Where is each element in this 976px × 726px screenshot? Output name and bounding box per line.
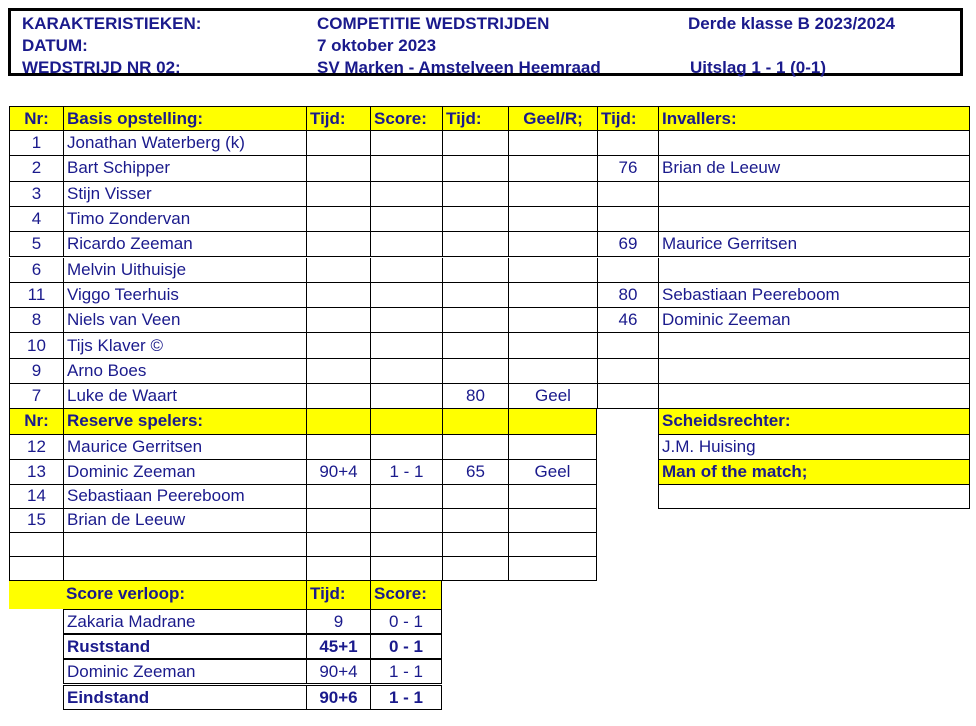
lineup-sub: Maurice Gerritsen xyxy=(658,232,970,257)
score-event-score: 1 - 1 xyxy=(370,685,442,710)
reserves-header-blank xyxy=(306,409,370,434)
reserve-tijd1: 90+4 xyxy=(306,460,370,485)
lineup-name: Luke de Waart xyxy=(63,384,306,409)
lineup-score xyxy=(370,308,442,333)
lineup-score xyxy=(370,283,442,308)
reserve-name: Dominic Zeeman xyxy=(63,460,306,485)
reserve-geel xyxy=(508,533,597,557)
lineup-tijd2 xyxy=(442,156,508,181)
lineup-score xyxy=(370,359,442,384)
reserve-tijd1 xyxy=(306,435,370,460)
lineup-tijd3 xyxy=(597,333,658,358)
reserve-nr: 15 xyxy=(9,509,63,533)
score-event-score: 1 - 1 xyxy=(370,659,442,684)
lineup-name: Jonathan Waterberg (k) xyxy=(63,131,306,156)
reserve-tijd1 xyxy=(306,509,370,533)
lineup-geel xyxy=(508,359,597,384)
lineup-name: Melvin Uithuisje xyxy=(63,258,306,283)
lineup-sub xyxy=(658,359,970,384)
lineup-geel xyxy=(508,308,597,333)
lineup-name: Tijs Klaver © xyxy=(63,333,306,358)
lineup-tijd1 xyxy=(306,359,370,384)
reserve-tijd2: 65 xyxy=(442,460,508,485)
lineup-sub xyxy=(658,182,970,207)
competition-type: COMPETITIE WEDSTRIJDEN xyxy=(317,14,550,33)
reserves-header-nr: Nr: xyxy=(9,409,63,434)
lineup-name: Bart Schipper xyxy=(63,156,306,181)
lineup-tijd1 xyxy=(306,207,370,232)
lineup-score xyxy=(370,182,442,207)
lineup-tijd3 xyxy=(597,207,658,232)
column-header-invallers: Invallers: xyxy=(658,106,970,131)
lineup-tijd1 xyxy=(306,384,370,409)
column-header-nr: Nr: xyxy=(9,106,63,131)
label-wedstrijd-nr: WEDSTRIJD NR 02: xyxy=(22,58,181,77)
column-header-score: Score: xyxy=(370,106,442,131)
lineup-score xyxy=(370,156,442,181)
reserves-header-blank xyxy=(442,409,508,434)
reserve-score: 1 - 1 xyxy=(370,460,442,485)
reserve-tijd2 xyxy=(442,533,508,557)
lineup-tijd1 xyxy=(306,258,370,283)
reserve-tijd1 xyxy=(306,557,370,581)
lineup-geel: Geel xyxy=(508,384,597,409)
score-event-tijd: 90+4 xyxy=(306,659,370,684)
lineup-sub xyxy=(658,207,970,232)
reserve-name: Maurice Gerritsen xyxy=(63,435,306,460)
reserve-tijd2 xyxy=(442,557,508,581)
reserve-nr: 13 xyxy=(9,460,63,485)
lineup-nr: 4 xyxy=(9,207,63,232)
lineup-tijd2 xyxy=(442,359,508,384)
reserve-score xyxy=(370,557,442,581)
lineup-sub: Dominic Zeeman xyxy=(658,308,970,333)
reserve-score xyxy=(370,509,442,533)
reserve-geel xyxy=(508,509,597,533)
lineup-nr: 11 xyxy=(9,283,63,308)
reserve-score xyxy=(370,533,442,557)
lineup-tijd3: 76 xyxy=(597,156,658,181)
lineup-geel xyxy=(508,232,597,257)
lineup-score xyxy=(370,333,442,358)
reserve-nr: 14 xyxy=(9,485,63,509)
reserves-header-blank xyxy=(508,409,597,434)
man-of-the-match-label: Man of the match; xyxy=(658,460,970,485)
lineup-tijd3: 80 xyxy=(597,283,658,308)
reserve-nr: 12 xyxy=(9,435,63,460)
lineup-tijd1 xyxy=(306,308,370,333)
reserve-tijd1 xyxy=(306,485,370,509)
referee-label: Scheidsrechter: xyxy=(658,409,970,434)
reserve-score xyxy=(370,485,442,509)
lineup-nr: 5 xyxy=(9,232,63,257)
lineup-nr: 9 xyxy=(9,359,63,384)
lineup-tijd2 xyxy=(442,333,508,358)
reserve-name: Brian de Leeuw xyxy=(63,509,306,533)
score-progress-tijd-label: Tijd: xyxy=(306,581,370,609)
score-event-name: Dominic Zeeman xyxy=(63,659,306,684)
reserve-geel xyxy=(508,485,597,509)
lineup-score xyxy=(370,207,442,232)
score-event-score: 0 - 1 xyxy=(370,609,442,634)
reserve-name xyxy=(63,557,306,581)
lineup-tijd1 xyxy=(306,131,370,156)
lineup-geel xyxy=(508,283,597,308)
lineup-geel xyxy=(508,333,597,358)
match-result: Uitslag 1 - 1 (0-1) xyxy=(690,58,827,77)
lineup-sub xyxy=(658,131,970,156)
lineup-tijd1 xyxy=(306,232,370,257)
reserve-score xyxy=(370,435,442,460)
score-event-tijd: 90+6 xyxy=(306,685,370,710)
lineup-tijd2: 80 xyxy=(442,384,508,409)
lineup-sub xyxy=(658,333,970,358)
lineup-nr: 7 xyxy=(9,384,63,409)
reserve-name xyxy=(63,533,306,557)
lineup-tijd2 xyxy=(442,232,508,257)
lineup-nr: 6 xyxy=(9,258,63,283)
lineup-tijd2 xyxy=(442,182,508,207)
lineup-score xyxy=(370,384,442,409)
reserve-geel xyxy=(508,557,597,581)
lineup-nr: 10 xyxy=(9,333,63,358)
lineup-geel xyxy=(508,258,597,283)
lineup-score xyxy=(370,232,442,257)
label-datum: DATUM: xyxy=(22,36,88,55)
lineup-tijd3 xyxy=(597,258,658,283)
reserve-nr xyxy=(9,557,63,581)
lineup-score xyxy=(370,131,442,156)
column-header-tijd2: Tijd: xyxy=(442,106,508,131)
reserves-header-label: Reserve spelers: xyxy=(63,409,306,434)
lineup-name: Stijn Visser xyxy=(63,182,306,207)
reserve-tijd2 xyxy=(442,435,508,460)
lineup-tijd2 xyxy=(442,258,508,283)
referee-name: J.M. Huising xyxy=(658,435,970,460)
lineup-tijd2 xyxy=(442,308,508,333)
reserve-tijd1 xyxy=(306,533,370,557)
lineup-sub: Brian de Leeuw xyxy=(658,156,970,181)
lineup-tijd3 xyxy=(597,182,658,207)
score-event-tijd: 9 xyxy=(306,609,370,634)
column-header-tijd3: Tijd: xyxy=(597,106,658,131)
column-header-geel: Geel/R; xyxy=(508,106,597,131)
reserve-geel xyxy=(508,435,597,460)
lineup-tijd1 xyxy=(306,333,370,358)
lineup-nr: 8 xyxy=(9,308,63,333)
lineup-nr: 1 xyxy=(9,131,63,156)
lineup-name: Arno Boes xyxy=(63,359,306,384)
lineup-nr: 3 xyxy=(9,182,63,207)
lineup-score xyxy=(370,258,442,283)
score-event-score: 0 - 1 xyxy=(370,634,442,659)
score-event-name: Ruststand xyxy=(63,634,306,659)
lineup-tijd1 xyxy=(306,182,370,207)
lineup-name: Ricardo Zeeman xyxy=(63,232,306,257)
reserve-tijd2 xyxy=(442,509,508,533)
lineup-tijd3 xyxy=(597,359,658,384)
lineup-tijd2 xyxy=(442,207,508,232)
column-header-basis: Basis opstelling: xyxy=(63,106,306,131)
reserve-geel: Geel xyxy=(508,460,597,485)
lineup-name: Niels van Veen xyxy=(63,308,306,333)
lineup-tijd1 xyxy=(306,283,370,308)
lineup-name: Timo Zondervan xyxy=(63,207,306,232)
lineup-geel xyxy=(508,131,597,156)
match-date: 7 oktober 2023 xyxy=(317,36,437,55)
lineup-sub xyxy=(658,258,970,283)
lineup-name: Viggo Teerhuis xyxy=(63,283,306,308)
score-event-name: Eindstand xyxy=(63,685,306,710)
score-progress-label: Score verloop: xyxy=(63,581,306,609)
lineup-tijd1 xyxy=(306,156,370,181)
column-header-tijd1: Tijd: xyxy=(306,106,370,131)
lineup-tijd3: 69 xyxy=(597,232,658,257)
lineup-tijd3 xyxy=(597,384,658,409)
reserves-header-blank xyxy=(370,409,442,434)
reserve-nr xyxy=(9,533,63,557)
reserve-tijd2 xyxy=(442,485,508,509)
label-karakteristieken: KARAKTERISTIEKEN: xyxy=(22,14,202,33)
lineup-tijd3 xyxy=(597,131,658,156)
league-season: Derde klasse B 2023/2024 xyxy=(688,14,895,33)
lineup-tijd3: 46 xyxy=(597,308,658,333)
lineup-tijd2 xyxy=(442,283,508,308)
score-event-tijd: 45+1 xyxy=(306,634,370,659)
score-progress-score-label: Score: xyxy=(370,581,442,609)
lineup-tijd2 xyxy=(442,131,508,156)
lineup-geel xyxy=(508,156,597,181)
man-of-the-match-value xyxy=(658,485,970,509)
lineup-geel xyxy=(508,207,597,232)
lineup-sub: Sebastiaan Peereboom xyxy=(658,283,970,308)
score-event-name: Zakaria Madrane xyxy=(63,609,306,634)
lineup-sub xyxy=(658,384,970,409)
lineup-geel xyxy=(508,182,597,207)
lineup-nr: 2 xyxy=(9,156,63,181)
match-teams: SV Marken - Amstelveen Heemraad xyxy=(317,58,601,77)
reserve-name: Sebastiaan Peereboom xyxy=(63,485,306,509)
